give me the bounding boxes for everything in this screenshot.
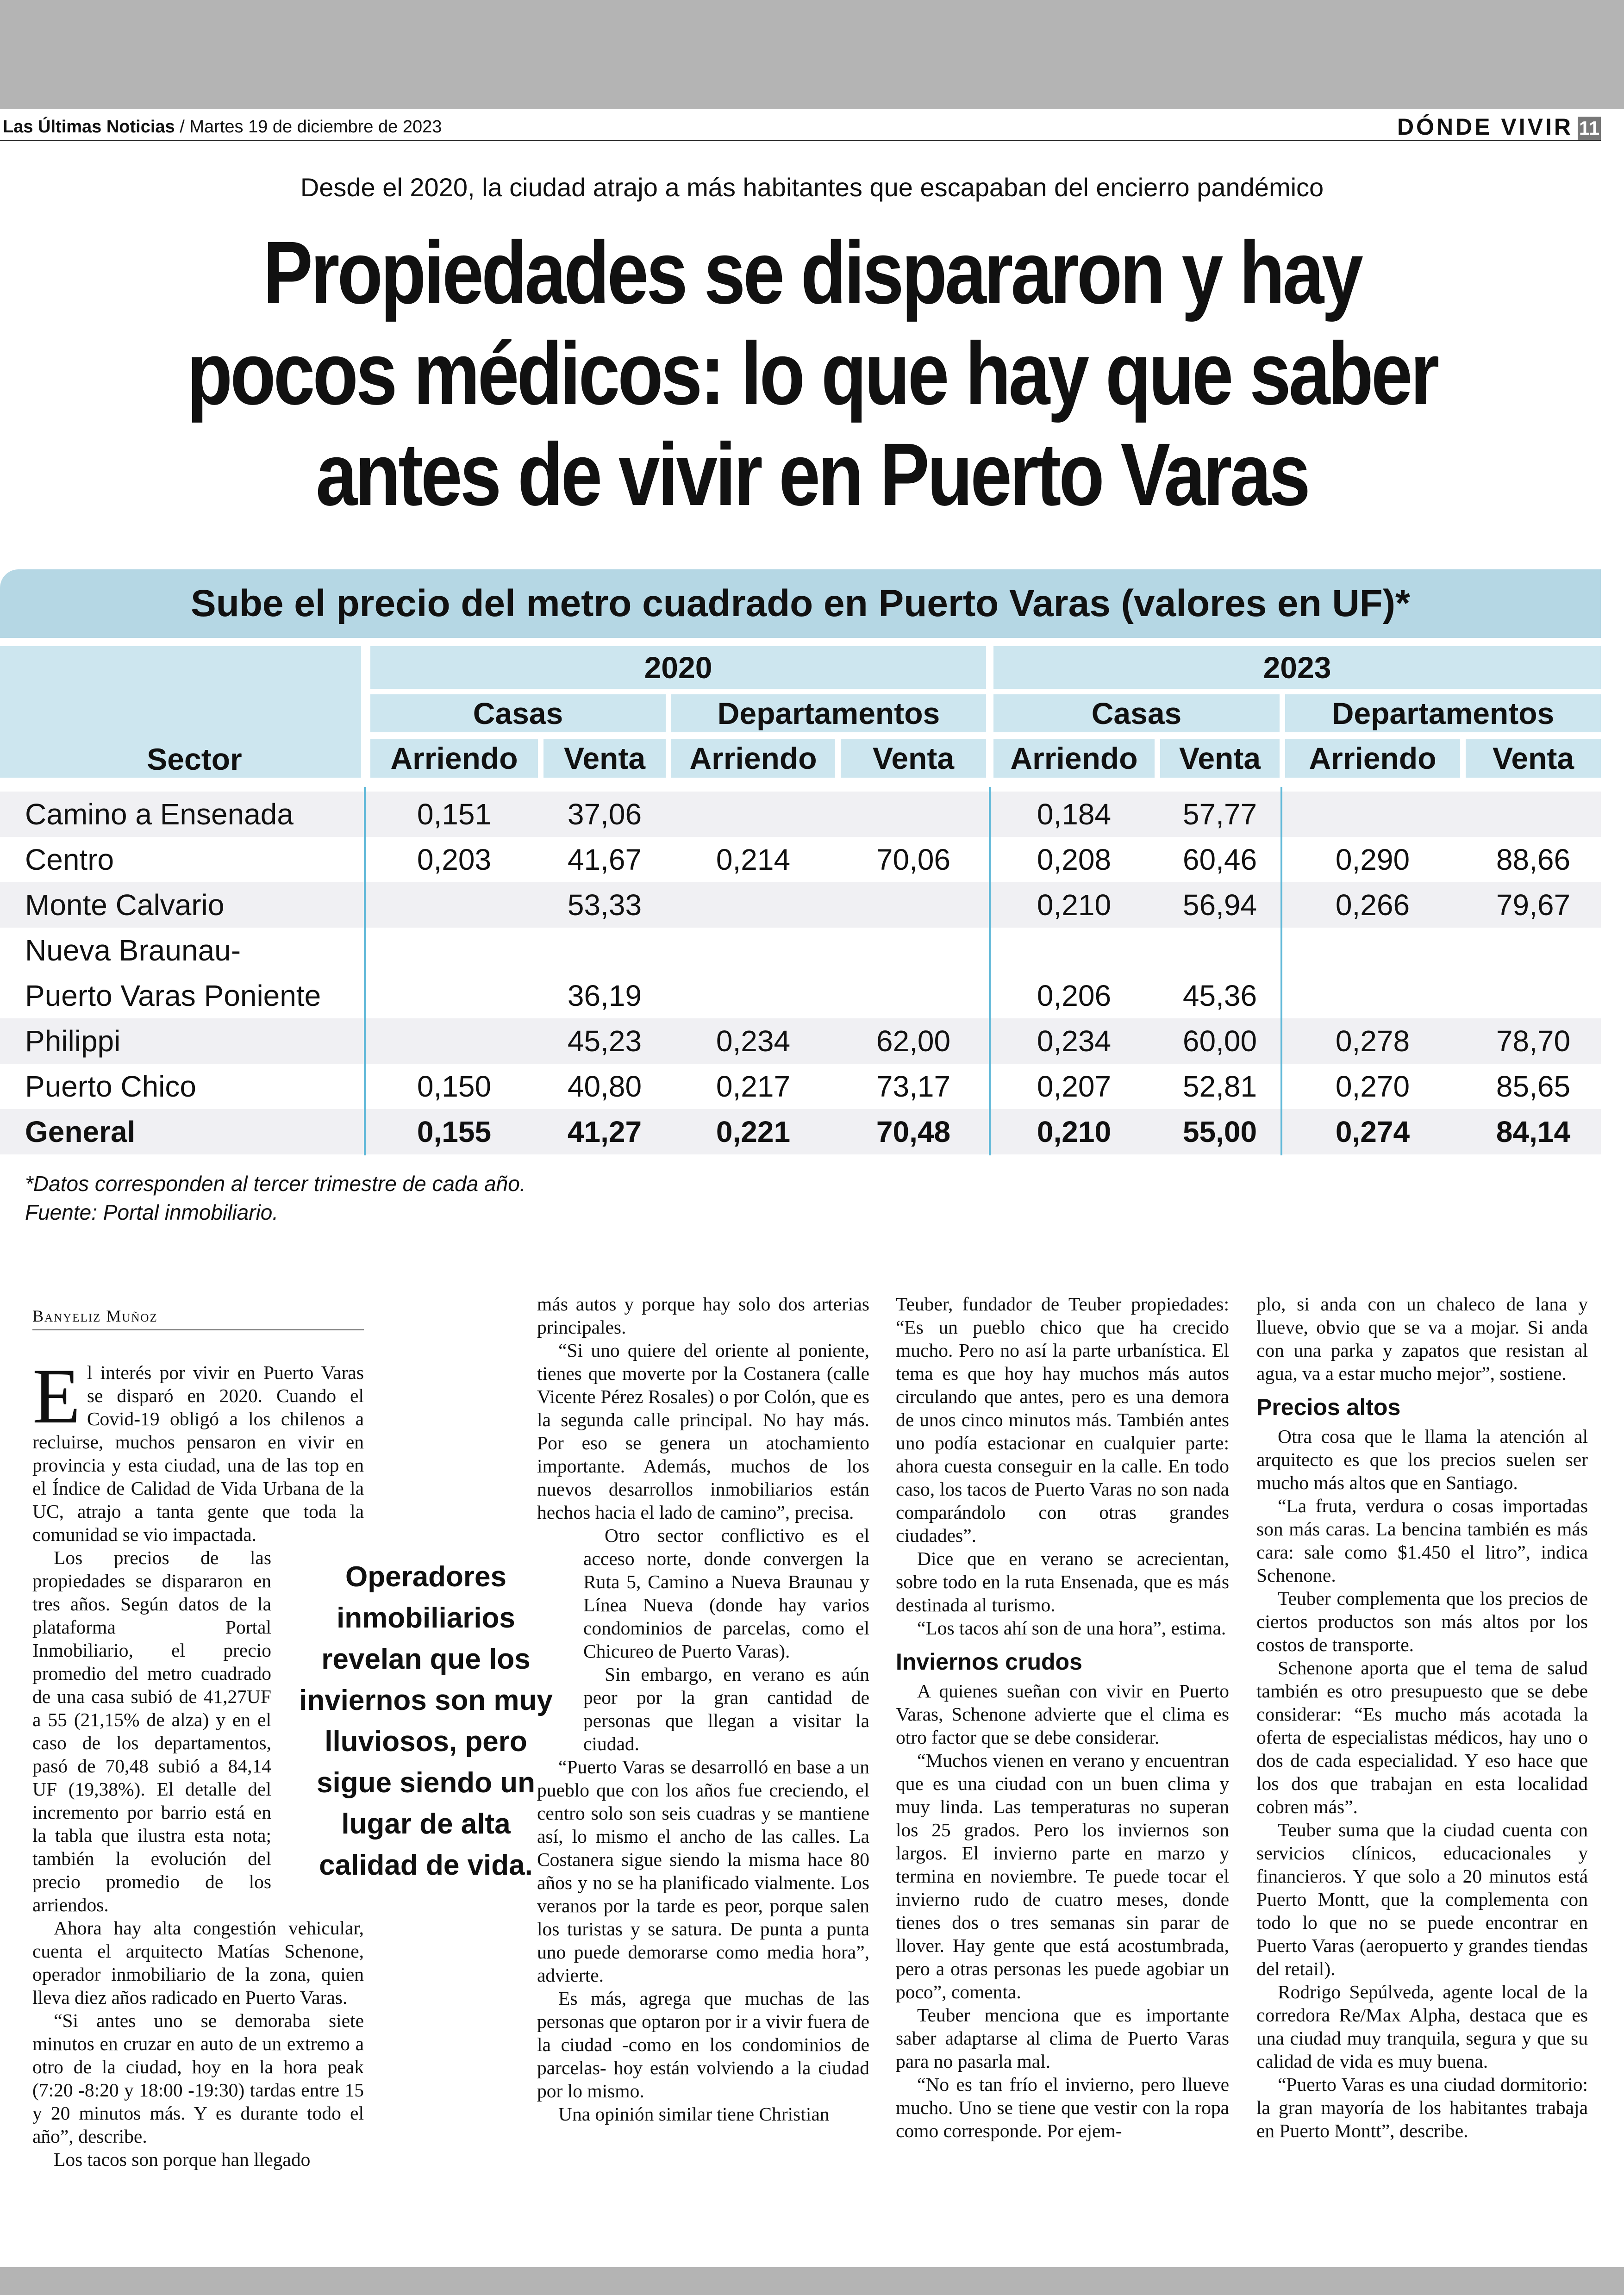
page-number: 11 [1578, 117, 1601, 140]
table-divider [989, 787, 991, 1155]
section-name: DÓNDE VIVIR [1397, 114, 1573, 140]
paragraph: más autos y porque hay solo dos arterias principales. [537, 1293, 869, 1338]
table-cell: 62,00 [876, 1024, 951, 1058]
table-cell: 0,234 [716, 1024, 791, 1058]
column-header-venta: Venta [1466, 739, 1601, 778]
table-cell: 0,278 [1335, 1024, 1410, 1058]
paragraph: Una opinión similar tiene Christian [558, 2103, 830, 2125]
top-margin-band [0, 0, 1624, 109]
table-notes [25, 1169, 526, 1227]
paragraph: plo, si anda con un chaleco de lana y llueve, obvio que se va a mojar. Si anda con una parka y zapatos que resistan al agua, va a estar mucho mejor”, sostiene. [1256, 1293, 1588, 1384]
text-column-2 [537, 1292, 869, 2126]
column-header-arriendo: Arriendo [671, 739, 835, 778]
table-cell: 0,290 [1335, 843, 1410, 876]
headline-line: Propiedades se dispararon y hay [263, 223, 1361, 322]
table-cell: 0,234 [1037, 1024, 1112, 1058]
row-sector: Monte Calvario [25, 888, 225, 922]
table-cell: 0,150 [417, 1070, 492, 1103]
paragraph: Teuber menciona que es importante saber adaptarse al clima de Puerto Varas para no pasarla mal. [896, 2004, 1229, 2072]
headline-line: pocos médicos: lo que hay que saber [187, 324, 1437, 423]
table-divider [1280, 787, 1282, 1155]
table-row-total [0, 1109, 1601, 1154]
running-header [0, 114, 1601, 141]
table-cell: 88,66 [1496, 843, 1571, 876]
column-header-venta: Venta [1160, 739, 1280, 778]
table-cell: 41,27 [567, 1115, 642, 1148]
table-cell: 0,274 [1335, 1115, 1410, 1148]
paragraph: “No es tan frío el invierno, pero llueve mucho. Uno se tiene que vestir con la ropa como corresponde. Por ejem- [896, 2074, 1229, 2141]
drop-cap: E [32, 1353, 81, 1440]
paragraph: Rodrigo Sepúlveda, agente local de la corredora Re/Max Alpha, destaca que es una ciudad muy tranquila, segura y que su calidad de vida es muy buena. [1256, 1981, 1588, 2072]
table-row [0, 1018, 1601, 1064]
row-sector: Camino a Ensenada [25, 798, 294, 831]
table-cell: 84,14 [1496, 1115, 1571, 1148]
table-cell: 52,81 [1182, 1070, 1257, 1103]
text-column-4 [1256, 1292, 1588, 2142]
table-cell: 70,48 [876, 1115, 951, 1148]
article-kicker: Desde el 2020, la ciudad atrajo a más habitantes que escapaban del encierro pandémico [300, 173, 1324, 202]
table-cell: 0,151 [417, 798, 492, 831]
table-row [0, 792, 1601, 837]
group-header-casas-2020: Casas [370, 694, 666, 732]
table-cell: 41,67 [567, 843, 642, 876]
paragraph: Es más, agrega que muchas de las personas que optaron por ir a vivir fuera de la ciudad -como en los condominios de parcelas- hoy están volviendo a la ciudad por lo mismo. [537, 1988, 869, 2102]
headline-line: antes de vivir en Puerto Varas [316, 424, 1308, 524]
table-cell: 0,155 [417, 1115, 492, 1148]
table-cell: 79,67 [1496, 888, 1571, 922]
year-header-2023: 2023 [993, 646, 1601, 689]
subheading: Inviernos crudos [896, 1649, 1082, 1675]
group-header-departamentos-2023: Departamentos [1285, 694, 1601, 732]
paragraph: Sin embargo, en verano es aún peor por la gran cantidad de personas que llegan a visitar la ciudad. [583, 1664, 869, 1754]
table-cell: 45,36 [1182, 979, 1257, 1012]
table-cell: 60,46 [1182, 843, 1257, 876]
paragraph: Otra cosa que le llama la atención al arquitecto es que los precios suelen ser mucho más altos que en Santiago. [1256, 1426, 1588, 1493]
table-row [0, 837, 1601, 882]
table-cell: 40,80 [567, 1070, 642, 1103]
publication-date: Martes 19 de diciembre de 2023 [189, 117, 442, 137]
paragraph: “Si antes uno se demoraba siete minutos en cruzar en auto de un extremo a otro de la ciudad, hoy en la hora peak (7:20 -8:20 y 18:00 -19:30) tardas entre 15 y 20 minutos más. Y es durante todo el año”, describe. [32, 2010, 364, 2147]
table-cell: 78,70 [1496, 1024, 1571, 1058]
paragraph: “Puerto Varas se desarrolló en base a un pueblo que con los años fue creciendo, el centro solo son seis cuadras y se mantiene así, lo mismo el ancho de las calles. La Costanera sigue siendo la misma hace 80 años y no se ha planificado vialmente. Los veranos por la tarde es peor, porque salen los turistas y se satura. De punta a punta uno puede demorarse como media hora”, advierte. [537, 1756, 869, 1986]
table-cell: 56,94 [1182, 888, 1257, 922]
table-cell: 0,210 [1037, 888, 1112, 922]
column-header-arriendo: Arriendo [993, 739, 1155, 778]
column-header-sector: Sector [147, 742, 242, 776]
paragraph: Schenone aporta que el tema de salud también es otro presupuesto que se debe considerar: “Es mucho más acotada la oferta de especialistas médicos, hay uno o dos de cada especialidad. Y eso hace que los dos que trabajan en esta localidad cobren más”. [1256, 1657, 1588, 1817]
row-sector: Philippi [25, 1024, 121, 1058]
table-cell: 73,17 [876, 1070, 951, 1103]
column-header-venta: Venta [543, 739, 666, 778]
article-headline [169, 222, 1455, 525]
paragraph: “Muchos vienen en verano y encuentran que es una ciudad con un buen clima y muy linda. Las temperaturas no superan los 25 grados. Pero los inviernos son largos. El invierno parte en marzo y termina en noviembre. Te puede tocar el invierno rudo de cuatro meses, donde tienes dos o tres semanas sin parar de llover. Hay gente que está acostumbrada, pero a otras personas les puede agobiar un poco”, comenta. [896, 1750, 1229, 2002]
publication-line [3, 114, 442, 140]
table-cell: 0,217 [716, 1070, 791, 1103]
paragraph: Teuber, fundador de Teuber propiedades: “Es un pueblo chico que ha crecido mucho. Pero no así la parte urbanística. El tema es que hoy hay muchos más autos circulando que antes, pero es una demora de unos cinco minutos más. También antes uno podía estacionar en cualquier parte: ahora cuesta conseguir en la calle. En todo caso, los tacos de Puerto Varas no son nada comparándolo con otras grandes ciudades”. [896, 1293, 1229, 1546]
table-title: Sube el precio del metro cuadrado en Puerto Varas (valores en UF)* [0, 569, 1601, 638]
row-sector: General [25, 1115, 136, 1148]
text-column-3 [896, 1292, 1229, 2142]
paragraph: Ahora hay alta congestión vehicular, cuenta el arquitecto Matías Schenone, operador inmobiliario de la zona, quien lleva diez años radicado en Puerto Varas. [32, 1917, 364, 2008]
table-cell: 0,206 [1037, 979, 1112, 1012]
paragraph: Teuber complementa que los precios de ciertos productos son más altos por los costos de transporte. [1256, 1588, 1588, 1655]
group-header-departamentos-2020: Departamentos [671, 694, 986, 732]
bottom-margin-band [0, 2267, 1624, 2295]
column-header-venta: Venta [841, 739, 986, 778]
table-cell: 0,210 [1037, 1115, 1112, 1148]
table-cell: 55,00 [1182, 1115, 1257, 1148]
paragraph-text: l interés por vivir en Puerto Varas se disparó en 2020. Cuando el Covid-19 obligó a los chilenos a recluirse, muchos pensaron en vivir en provincia y esta ciudad, una de las top en el Índice de Calidad de Vida Urbana de la UC, atrajo a tanta gente que toda la comunidad se vio impactada. [32, 1362, 364, 1545]
table-cell: 53,33 [567, 888, 642, 922]
table-cell: 0,266 [1335, 888, 1410, 922]
table-cell: 37,06 [567, 798, 642, 831]
group-header-casas-2023: Casas [993, 694, 1280, 732]
subheading: Precios altos [1256, 1394, 1401, 1420]
table-row [0, 1064, 1601, 1109]
paragraph: Teuber suma que la ciudad cuenta con servicios clínicos, educacionales y financieros. Y que solo a 20 minutos está Puerto Montt, que la complementa con todo lo que no se puede encontrar en Puerto Varas (aeropuerto y grandes tiendas del retail). [1256, 1819, 1588, 1979]
row-sector: Centro [25, 843, 114, 876]
table-row [0, 928, 1601, 1018]
table-row [0, 882, 1601, 928]
paragraph: Los tacos son porque han llegado [54, 2149, 311, 2170]
table-cell: 57,77 [1182, 798, 1257, 831]
table-cell: 0,207 [1037, 1070, 1112, 1103]
table-cell: 0,270 [1335, 1070, 1410, 1103]
table-cell: 45,23 [567, 1024, 642, 1058]
paragraph: A quienes sueñan con vivir en Puerto Varas, Schenone advierte que el clima es otro factor que se debe considerar. [896, 1680, 1229, 1748]
table-cell: 60,00 [1182, 1024, 1257, 1058]
paragraph: “Los tacos ahí son de una hora”, estima. [917, 1617, 1226, 1639]
header-separator: / [180, 117, 185, 137]
table-cell: 0,208 [1037, 843, 1112, 876]
table-footnote: *Datos corresponden al tercer trimestre de cada año. [25, 1172, 526, 1196]
paragraph: Otro sector conflictivo es el acceso norte, donde convergen la Ruta 5, Camino a Nueva Braunau y Línea Nueva (donde hay varios condominios de parcelas, como el Chicureo de Puerto Varas). [583, 1525, 869, 1662]
column-header-arriendo: Arriendo [370, 739, 538, 778]
row-sector-line-2: Puerto Varas Poniente [25, 979, 321, 1012]
table-source: Fuente: Portal inmobiliario. [25, 1200, 279, 1224]
byline: Banyeliz Muñoz [32, 1306, 364, 1330]
paragraph: Dice que en verano se acrecientan, sobre todo en la ruta Ensenada, que es más destinada al turismo. [896, 1548, 1229, 1615]
table-cell: 0,214 [716, 843, 791, 876]
paragraph: “Puerto Varas es una ciudad dormitorio: la gran mayoría de los habitantes trabaja en Puerto Montt”, describe. [1256, 2074, 1588, 2141]
paragraph: “La fruta, verdura o cosas importadas son más caras. La bencina también es más cara: sale como $1.450 el litro”, indica Schenone. [1256, 1495, 1588, 1586]
table-cell: 0,221 [716, 1115, 791, 1148]
table-cell: 36,19 [567, 979, 642, 1012]
table-cell: 70,06 [876, 843, 951, 876]
column-header-arriendo: Arriendo [1285, 739, 1460, 778]
row-sector-line-1: Nueva Braunau- [25, 934, 241, 967]
table-cell: 85,65 [1496, 1070, 1571, 1103]
table-divider [364, 787, 366, 1155]
table-cell: 0,184 [1037, 798, 1112, 831]
paragraph: Los precios de las propiedades se dispararon en tres años. Según datos de la plataforma Portal Inmobiliario, el precio promedio del metro cuadrado de una casa subió de 41,27UF a 55 (21,15% de alza) y en el caso de los departamentos, pasó de 70,48 subió a 84,14 UF (19,38%). El detalle del incremento por barrio está en la tabla que ilustra esta nota; también la evolución del precio promedio de los arriendos. [32, 1547, 271, 1915]
paragraph: “Si uno quiere del oriente al poniente, tienes que moverte por la Costanera (calle Vicente Pérez Rosales) o por Colón, que es la segunda calle principal. No hay más. Por eso se genera un atochamiento importante. Además, muchos de los nuevos desarrollos inmobiliarios están hechos hacia el lado de camino”, precisa. [537, 1340, 869, 1523]
publication-name: Las Últimas Noticias [3, 117, 175, 137]
table-cell: 0,203 [417, 843, 492, 876]
row-sector: Puerto Chico [25, 1070, 196, 1103]
year-header-2020: 2020 [370, 646, 986, 689]
paragraph [32, 1353, 364, 1546]
pull-quote: Operadores inmobiliarios revelan que los inviernos son muy lluviosos, pero sigue siendo un lugar de alta calidad de vida. [299, 1561, 553, 1881]
